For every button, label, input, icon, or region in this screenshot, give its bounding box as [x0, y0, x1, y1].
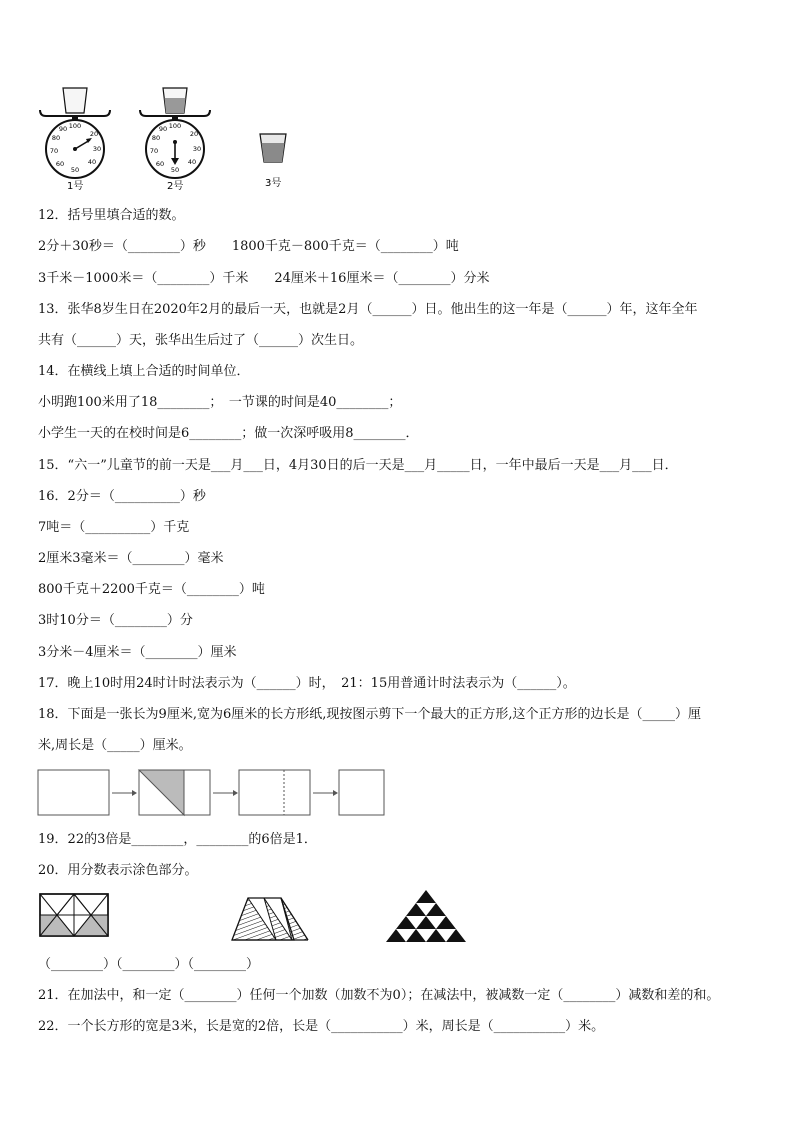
scale-figure — [30, 80, 300, 195]
scale-1 — [40, 88, 110, 192]
q15: 15．“六一”儿童节的前一天是___月___日，4月30日的后一天是___月_____日，一年中最后一天是___月___日． — [38, 458, 678, 473]
q22: 22．一个长方形的宽是3米，长是宽的2倍，长是（___________）米，周长是（___________）米。 — [38, 1019, 605, 1034]
q14-title: 14．在横线上填上合适的时间单位． — [38, 364, 250, 379]
q16-row-5: 3时10分＝（________）分 — [38, 613, 193, 628]
fraction-figure-trapezoid — [232, 898, 308, 940]
svg-text:3号: 3号 — [265, 178, 282, 189]
svg-text:90: 90 — [58, 125, 68, 133]
scale-2 — [140, 88, 210, 192]
cup-3 — [260, 134, 286, 189]
q14-row-2: 小学生一天的在校时间是6________；做一次深呼吸用8________． — [38, 426, 419, 441]
q16-row-3: 2厘米3毫米＝（________）毫米 — [38, 551, 224, 566]
q12-row-1: 2分＋30秒＝（________）秒 1800千克－800千克＝（________）吨 — [38, 239, 459, 254]
q21: 21．在加法中，和一定（________）任何一个加数（加数不为0）；在减法中，被减数一定（________）减数和差的和。 — [38, 988, 720, 1003]
svg-text:50: 50 — [70, 166, 80, 174]
q16-row-1: 16．2分＝（__________）秒 — [38, 489, 206, 504]
svg-text:30: 30 — [192, 145, 202, 153]
q20-title: 20．用分数表示涂色部分。 — [38, 863, 198, 878]
svg-text:40: 40 — [87, 158, 97, 166]
svg-text:100: 100 — [168, 122, 182, 130]
q18-line-1: 18．下面是一张长为9厘米,宽为6厘米的长方形纸,现按图示剪下一个最大的正方形,这个正方形的边长是（_____）厘 — [38, 707, 701, 722]
svg-text:30: 30 — [92, 145, 102, 153]
svg-text:100: 100 — [68, 122, 82, 130]
svg-text:70: 70 — [149, 147, 159, 155]
fraction-figure-triangle — [386, 890, 466, 942]
q19: 19．22的3倍是________，________的6倍是1． — [38, 832, 317, 847]
svg-text:50: 50 — [170, 166, 180, 174]
q18-figure — [36, 768, 388, 818]
q12-title: 12．括号里填合适的数。 — [38, 208, 185, 223]
q12-row-2: 3千米－1000米＝（________）千米 24厘米＋16厘米＝（________）分米 — [38, 271, 490, 286]
q16-row-4: 800千克＋2200千克＝（________）吨 — [38, 582, 265, 597]
q13-line-1: 13．张华8岁生日在2020年2月的最后一天，也就是2月（______）日。他出生的这一年是（______）年，这年全年 — [38, 302, 698, 317]
q20-figures — [36, 888, 476, 948]
svg-text:90: 90 — [158, 125, 168, 133]
q16-row-6: 3分米－4厘米＝（________）厘米 — [38, 645, 237, 660]
svg-text:40: 40 — [187, 158, 197, 166]
q17: 17．晚上10时用24时计时法表示为（______）时， 21：15用普通计时法表示为（______）。 — [38, 676, 576, 691]
svg-text:1号: 1号 — [67, 181, 84, 192]
svg-text:60: 60 — [155, 160, 165, 168]
q13-line-2: 共有（______）天，张华出生后过了（______）次生日。 — [38, 333, 364, 348]
q14-row-1: 小明跑100米用了18________； 一节课的时间是40________； — [38, 395, 402, 410]
q18-line-2: 米,周长是（_____）厘米。 — [38, 738, 192, 753]
svg-text:80: 80 — [151, 134, 161, 142]
q16-row-2: 7吨＝（__________）千克 — [38, 520, 190, 535]
q20-answers: （________）（________）（________） — [38, 957, 260, 972]
svg-text:80: 80 — [51, 134, 61, 142]
fraction-figure-rectangle — [40, 894, 108, 936]
svg-text:70: 70 — [49, 147, 59, 155]
svg-text:20: 20 — [89, 130, 99, 138]
svg-text:60: 60 — [55, 160, 65, 168]
svg-text:2号: 2号 — [167, 181, 184, 192]
svg-text:20: 20 — [189, 130, 199, 138]
